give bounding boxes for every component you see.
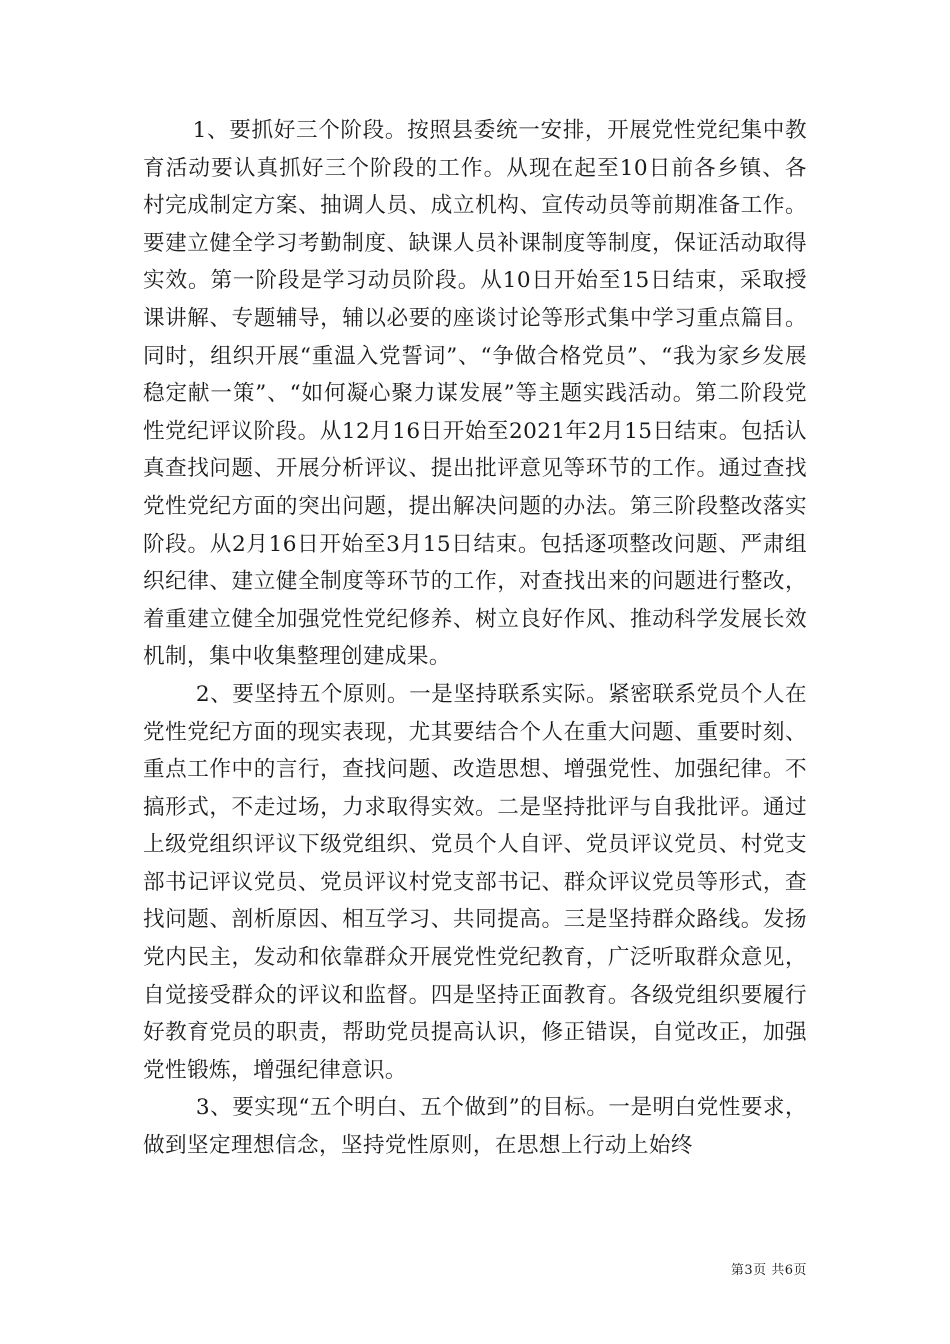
document-body bbox=[143, 112, 807, 1165]
paragraph-five-principles: 2、要坚持五个原则。一是坚持联系实际。紧密联系党员个人在党性党纪方面的现实表现，尤其要结合个人在重大问题、重要时刻、重点工作中的言行，查找问题、改造思想、增强党性、加强纪律。不搞形式，不走过场，力求取得实效。二是坚持批评与自我批评。通过上级党组织评议下级党组织、党员个人自评、党员评议党员、村党支部书记评议党员、党员评议村党支部书记、群众评议党员等形式，查找问题、剖析原因、相互学习、共同提高。三是坚持群众路线。发扬党内民主，发动和依靠群众开展党性党纪教育，广泛听取群众意见，自觉接受群众的评议和监督。四是坚持正面教育。各级党组织要履行好教育党员的职责，帮助党员提高认识，修正错误，自觉改正，加强党性锻炼，增强纪律意识。 bbox=[143, 681, 807, 1083]
paragraph-stage-three-phases: 1、要抓好三个阶段。按照县委统一安排，开展党性党纪集中教育活动要认真抓好三个阶段的工作。从现在起至10日前各乡镇、各村完成制定方案、抽调人员、成立机构、宣传动员等前期准备工作。要建立健全学习考勤制度、缺课人员补课制度等制度，保证活动取得实效。第一阶段是学习动员阶段。从10日开始至15日结束，采取授课讲解、专题辅导，辅以必要的座谈讨论等形式集中学习重点篇目。同时，组织开展“重温入党誓词”、“争做合格党员”、“我为家乡发展稳定献一策”、“如何凝心聚力谋发展”等主题实践活动。第二阶段党性党纪评议阶段。从12月16日开始至2021年2月15日结束。包括认真查找问题、开展分析评议、提出批评意见等环节的工作。通过查找党性党纪方面的突出问题，提出解决问题的办法。第三阶段整改落实阶段。从2月16日开始至3月15日结束。包括逐项整改问题、严肃组织纪律、建立健全制度等环节的工作，对查找出来的问题进行整改，着重建立健全加强党性党纪修养、树立良好作风、推动科学发展长效机制，集中收集整理创建成果。 bbox=[143, 118, 807, 670]
page-number-footer: 第3页 共6页 bbox=[730, 1263, 807, 1278]
paragraph-five-goals: 3、要实现“五个明白、五个做到”的目标。一是明白党性要求，做到坚定理想信念，坚持党性原则，在思想上行动上始终 bbox=[143, 1095, 807, 1159]
